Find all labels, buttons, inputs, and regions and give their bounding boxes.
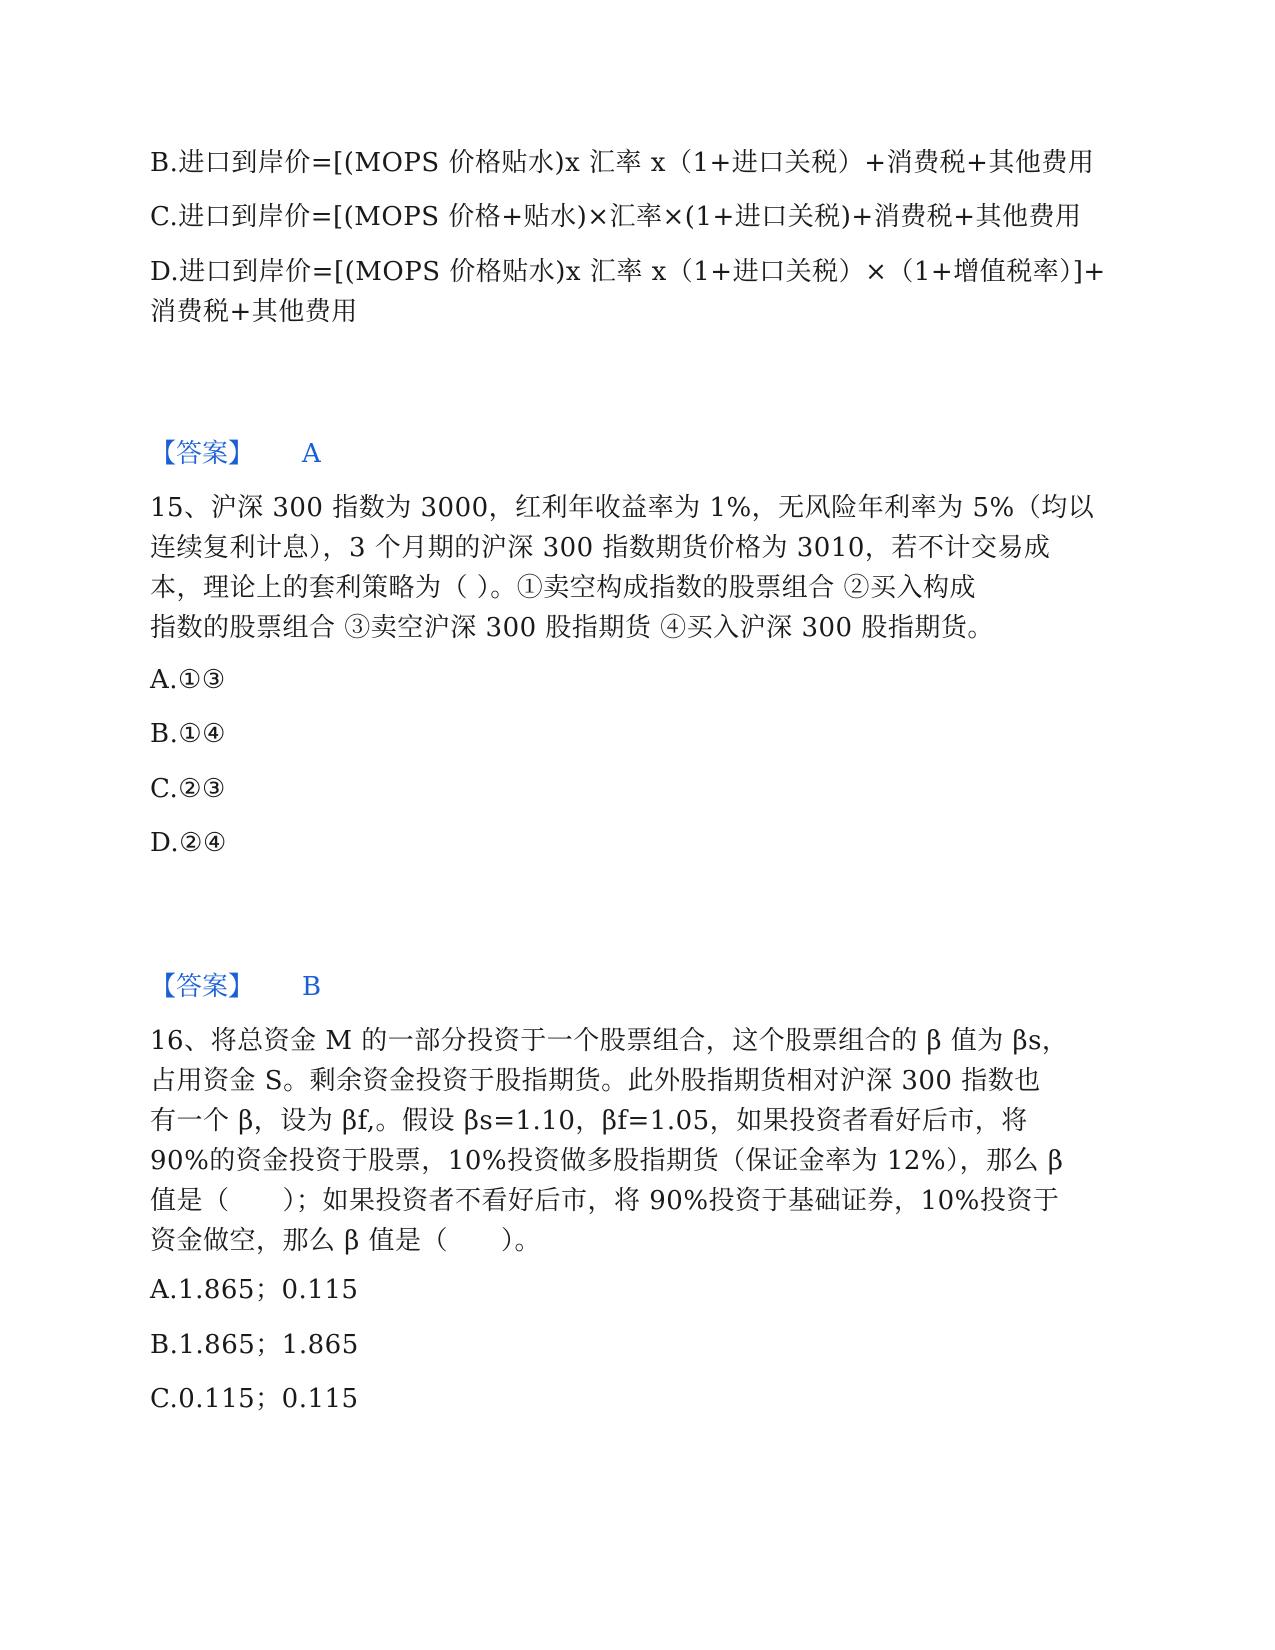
- q15-stem-line: 连续复利计息），3 个月期的沪深 300 指数期货价格为 3010，若不计交易成: [150, 533, 1051, 563]
- q16-stem-line: 有一个 β，设为 βf,。假设 βs=1.10，βf=1.05，如果投资者看好后市，将: [150, 1106, 1028, 1136]
- q15-answer-label: 【答案】: [150, 972, 255, 1002]
- q16-option-b: B.1.865；1.865: [150, 1330, 359, 1360]
- q14-answer-value: A: [302, 439, 321, 469]
- q14-option-c: C.进口到岸价=[(MOPS 价格+贴水)×汇率×(1+进口关税)+消费税+其他费用: [150, 202, 1082, 232]
- q15-answer-value: B: [302, 972, 322, 1002]
- q15-option-c: C.②③: [150, 774, 226, 804]
- q15-stem: [150, 488, 1135, 648]
- q15-stem-line: 指数的股票组合 ③卖空沪深 300 股指期货 ④买入沪深 300 股指期货。: [150, 613, 994, 643]
- q15-stem-line: 本，理论上的套利策略为（ ）。①卖空构成指数的股票组合 ②买入构成: [150, 573, 977, 603]
- q15-answer: [150, 967, 321, 1007]
- q15-stem-line: 15、沪深 300 指数为 3000，红利年收益率为 1%，无风险年利率为 5%（均以: [150, 493, 1095, 523]
- q14-option-b: B.进口到岸价=[(MOPS 价格贴水)x 汇率 x（1+进口关税）+消费税+其他费用: [150, 148, 1095, 178]
- q14-option-d-line-1: D.进口到岸价=[(MOPS 价格贴水)x 汇率 x（1+进口关税）×（1+增值税率）]+: [150, 257, 1106, 287]
- q16-stem-line: 16、将总资金 M 的一部分投资于一个股票组合，这个股票组合的 β 值为 βs，: [150, 1026, 1069, 1056]
- q14-option-d-line-2: 消费税+其他费用: [150, 297, 358, 327]
- q14-option-d: [150, 252, 1135, 332]
- q16-stem-line: 值是（ ）；如果投资者不看好后市，将 90%投资于基础证券，10%投资于: [150, 1186, 1060, 1216]
- q15-option-b: B.①④: [150, 719, 226, 749]
- q16-stem-line: 90%的资金投资于股票，10%投资做多股指期货（保证金率为 12%），那么 β: [150, 1146, 1064, 1176]
- q16-stem-line: 资金做空，那么 β 值是（ ）。: [150, 1226, 542, 1256]
- q16-option-a: A.1.865；0.115: [150, 1275, 359, 1305]
- q14-answer: [150, 434, 321, 474]
- q16-option-c: C.0.115；0.115: [150, 1384, 359, 1414]
- q16-stem: [150, 1021, 1135, 1261]
- q14-answer-label: 【答案】: [150, 439, 255, 469]
- q16-stem-line: 占用资金 S。剩余资金投资于股指期货。此外股指期货相对沪深 300 指数也: [150, 1066, 1041, 1096]
- q15-option-d: D.②④: [150, 828, 227, 858]
- q15-option-a: A.①③: [150, 665, 226, 695]
